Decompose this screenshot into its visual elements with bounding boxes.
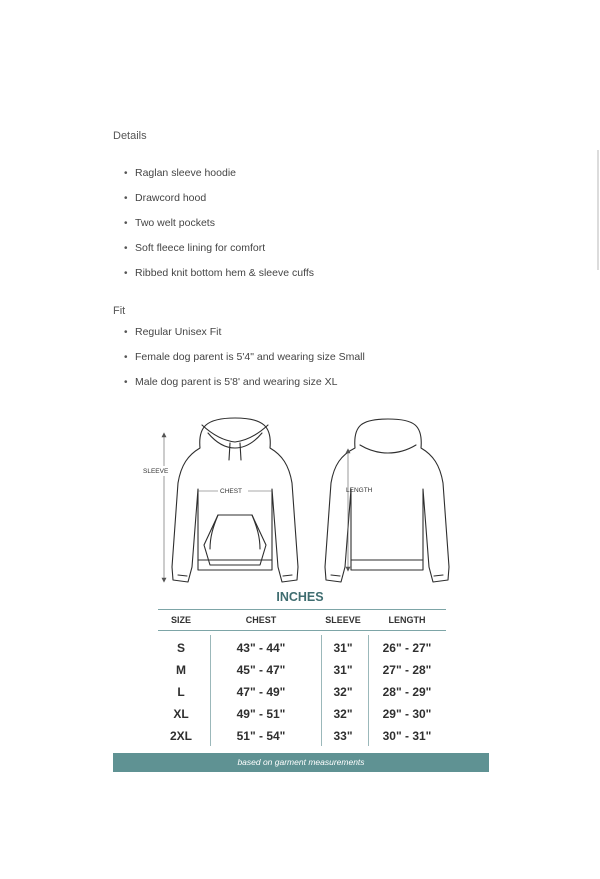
table-row xyxy=(158,682,446,704)
cell-chest: 43" - 44" xyxy=(236,641,286,655)
list-item: • Regular Unisex Fit xyxy=(124,326,222,338)
bullet-icon: • xyxy=(124,268,128,279)
cell-chest: 45" - 47" xyxy=(236,663,286,677)
front-hood-opening xyxy=(202,425,268,442)
table-body xyxy=(158,631,446,748)
measurement-note-band: based on garment measurements xyxy=(113,753,489,772)
hoodie-measurement-diagram xyxy=(140,415,460,595)
table-row xyxy=(158,638,446,660)
list-item: • Two welt pockets xyxy=(124,217,215,229)
cell-length: 27" - 28" xyxy=(382,663,432,677)
back-hood-seam xyxy=(360,445,416,453)
table-header xyxy=(158,609,446,631)
kangaroo-pocket xyxy=(204,515,266,565)
cell-sleeve: 31" xyxy=(333,641,353,655)
cell-size: M xyxy=(176,663,186,677)
list-item: • Ribbed knit bottom hem & sleeve cuffs xyxy=(124,267,314,279)
cell-chest: 47" - 49" xyxy=(236,685,286,699)
cell-size: L xyxy=(177,685,185,699)
bullet-icon: • xyxy=(124,168,128,179)
cell-sleeve: 32" xyxy=(333,685,353,699)
cell-length: 26" - 27" xyxy=(382,641,432,655)
column-divider xyxy=(210,635,211,746)
size-chart-table xyxy=(158,609,446,748)
bullet-icon: • xyxy=(124,327,128,338)
bullet-icon: • xyxy=(124,193,128,204)
cell-sleeve: 31" xyxy=(333,663,353,677)
list-item: • Female dog parent is 5'4" and wearing size Small xyxy=(124,351,365,363)
header-sleeve: SLEEVE xyxy=(325,615,361,625)
header-chest: CHEST xyxy=(245,615,277,625)
table-row xyxy=(158,704,446,726)
table-row xyxy=(158,726,446,748)
cell-length: 30" - 31" xyxy=(382,729,432,743)
bullet-icon: • xyxy=(124,377,128,388)
chest-label: CHEST xyxy=(220,488,243,495)
cell-sleeve: 32" xyxy=(333,707,353,721)
table-row xyxy=(158,660,446,682)
cell-length: 28" - 29" xyxy=(382,685,432,699)
list-item: • Soft fleece lining for comfort xyxy=(124,242,266,254)
details-heading: Details xyxy=(113,130,147,142)
cell-size: S xyxy=(176,641,185,655)
bullet-icon: • xyxy=(124,218,128,229)
column-divider xyxy=(368,635,369,746)
length-label: LENGTH xyxy=(346,487,373,494)
back-hoodie-outline xyxy=(325,419,449,582)
details-list xyxy=(124,167,314,292)
cell-length: 29" - 30" xyxy=(382,707,432,721)
fit-list xyxy=(124,326,365,401)
units-title: INCHES xyxy=(276,590,324,604)
sleeve-label: SLEEVE xyxy=(143,468,169,475)
front-hoodie-outline xyxy=(172,418,298,582)
fit-heading: Fit xyxy=(113,305,126,317)
cell-size: 2XL xyxy=(169,729,192,743)
page-edge-divider xyxy=(597,150,599,270)
bullet-icon: • xyxy=(124,243,128,254)
header-size: SIZE xyxy=(170,615,191,625)
list-item: • Drawcord hood xyxy=(124,192,207,204)
cell-chest: 49" - 51" xyxy=(236,707,286,721)
cell-chest: 51" - 54" xyxy=(236,729,286,743)
cell-size: XL xyxy=(173,707,189,721)
list-item: • Male dog parent is 5'8' and wearing size XL xyxy=(124,376,338,388)
bullet-icon: • xyxy=(124,352,128,363)
column-divider xyxy=(321,635,322,746)
list-item: • Raglan sleeve hoodie xyxy=(124,167,236,179)
cell-sleeve: 33" xyxy=(333,729,353,743)
header-length: LENGTH xyxy=(388,615,426,625)
